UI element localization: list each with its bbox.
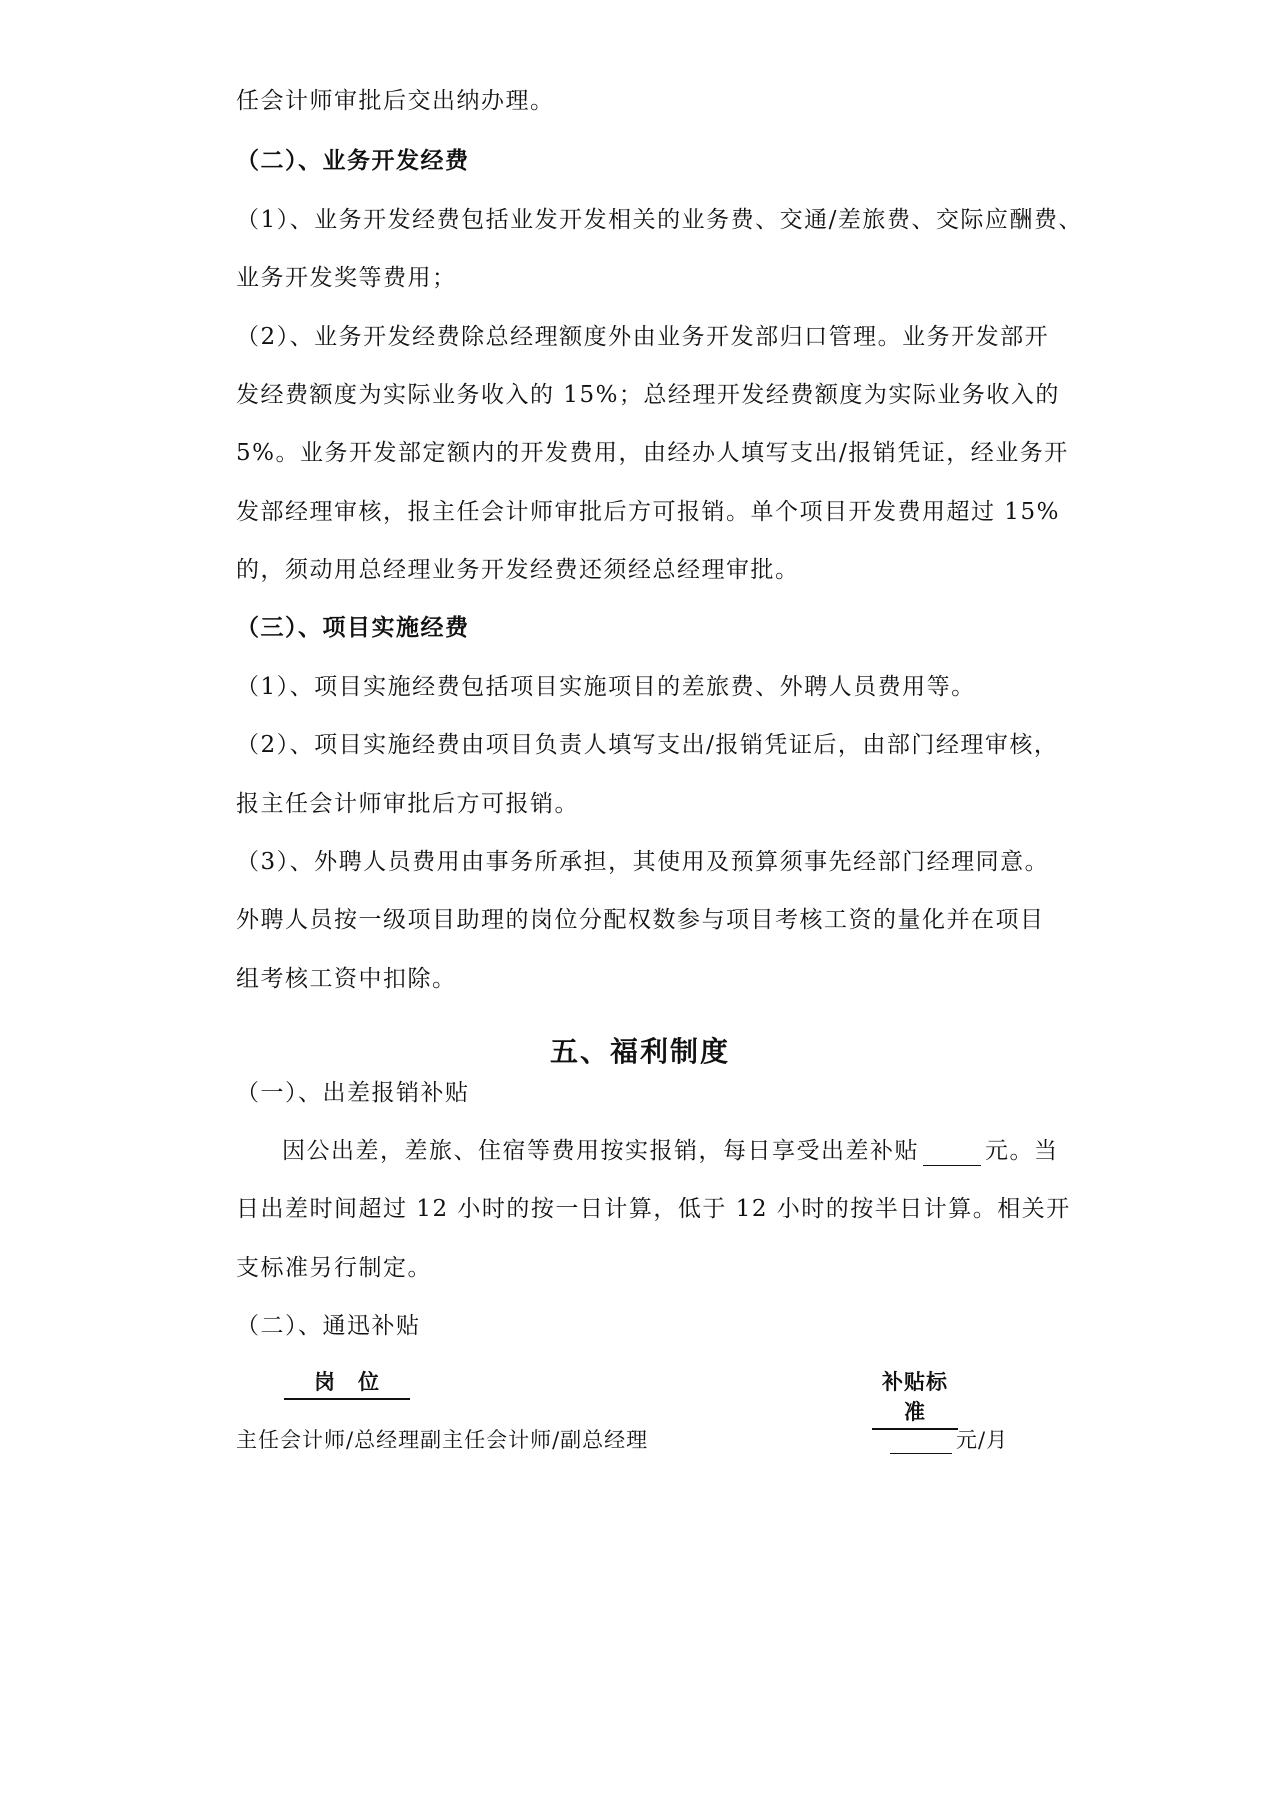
paragraph-line: 日出差时间超过 12 小时的按一日计算，低于 12 小时的按半日计算。相关开 — [236, 1196, 1071, 1222]
paragraph-line: 组考核工资中扣除。 — [236, 966, 457, 992]
table-header-position: 岗 位 — [284, 1366, 410, 1400]
paragraph-line: 的，须动用总经理业务开发经费还须经总经理审批。 — [236, 557, 800, 583]
paragraph-line: 业务开发奖等费用； — [236, 265, 457, 291]
paragraph-line: （1）、业务开发经费包括业发开发相关的业务费、交通/差旅费、交际应酬费、 — [236, 207, 1083, 233]
paragraph-line: 报主任会计师审批后方可报销。 — [236, 791, 579, 817]
standard-amount-blank — [890, 1429, 952, 1454]
paragraph-line: 外聘人员按一级项目助理的岗位分配权数参与项目考核工资的量化并在项目 — [236, 907, 1045, 933]
paragraph-line: （1）、项目实施经费包括项目实施项目的差旅费、外聘人员费用等。 — [236, 674, 976, 700]
paragraph-line: 发经费额度为实际业务收入的 15%；总经理开发经费额度为实际业务收入的 — [236, 382, 1060, 408]
subsection-heading: （一）、出差报销补贴 — [236, 1080, 470, 1106]
paragraph-line: 5%。业务开发部定额内的开发费用，由经办人填写支出/报销凭证，经业务开 — [236, 440, 1069, 466]
paragraph-line: 任会计师审批后交出纳办理。 — [236, 88, 555, 114]
paragraph-line — [282, 1136, 1092, 1166]
table-header-standard: 补贴标准 — [872, 1366, 958, 1430]
paragraph-line: （2）、项目实施经费由项目负责人填写支出/报销凭证后，由部门经理审核， — [236, 732, 1059, 758]
subsection-heading: （二）、业务开发经费 — [236, 147, 470, 174]
allowance-amount-blank — [923, 1141, 981, 1166]
standard-unit: 元/月 — [956, 1428, 1009, 1452]
paragraph-line: （3）、外聘人员费用由事务所承担，其使用及预算须事先经部门经理同意。 — [236, 849, 1050, 875]
allowance-text-before: 因公出差，差旅、住宿等费用按实报销，每日享受出差补贴 — [282, 1138, 919, 1164]
table-cell-position: 主任会计师/总经理副主任会计师/副总经理 — [236, 1428, 649, 1452]
section-title: 五、福利制度 — [549, 1035, 730, 1068]
table-cell-standard — [890, 1424, 1008, 1454]
subsection-heading: （三）、项目实施经费 — [236, 614, 470, 641]
paragraph-line: 支标准另行制定。 — [236, 1255, 432, 1281]
allowance-text-after: 元。当 — [985, 1138, 1059, 1164]
paragraph-line: 发部经理审核，报主任会计师审批后方可报销。单个项目开发费用超过 15% — [236, 499, 1060, 525]
subsection-heading: （二）、通迅补贴 — [236, 1313, 421, 1339]
paragraph-line: （2）、业务开发经费除总经理额度外由业务开发部归口管理。业务开发部开 — [236, 324, 1050, 350]
